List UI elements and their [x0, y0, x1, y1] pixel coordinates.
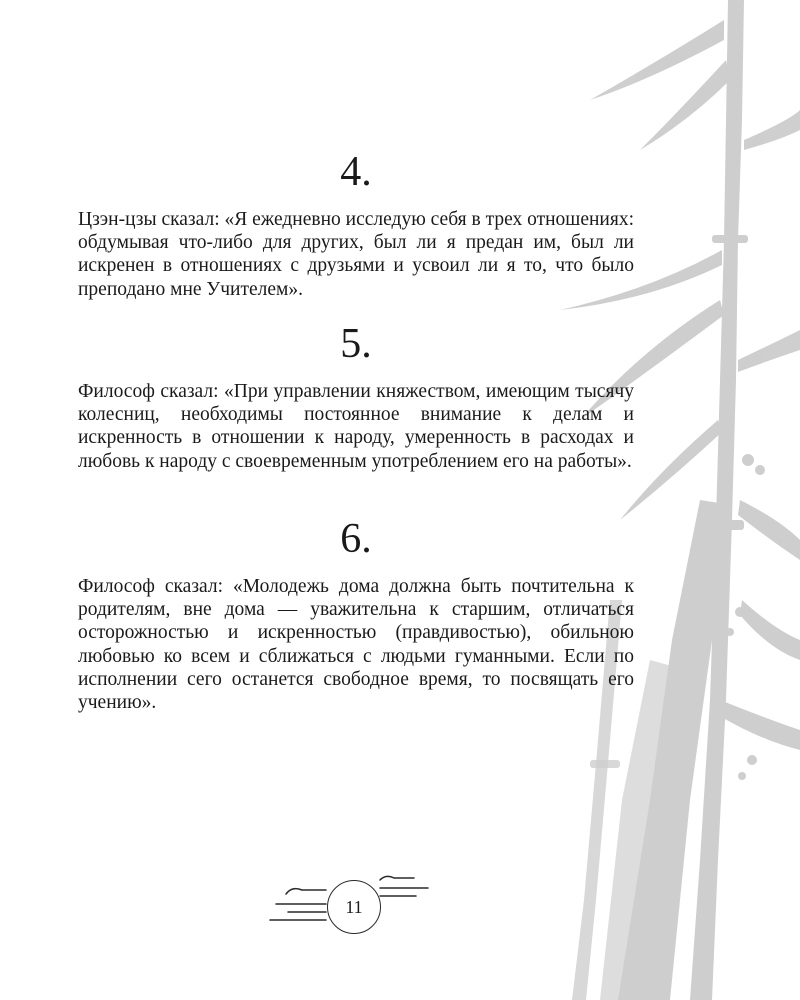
page-number: 11 [345, 897, 363, 917]
page-footer [268, 872, 438, 944]
section-number-6: 6. [340, 516, 372, 562]
section-number-4: 4. [340, 149, 372, 195]
section-text-4: Цзэн-цзы сказал: «Я ежедневно исследую себя в трех отношениях: обдумывая что-либо для других, был ли я предан им, был ли искренен в отношениях с друзьями и усвоил ли я то, что было преподано мне Учителем». [78, 209, 634, 300]
section-number-5: 5. [340, 321, 372, 367]
section-text-5: Философ сказал: «При управлении княжеством, имеющим тысячу колесниц, необходимы постоянное внимание к делам и искренность в отношении к народу, умеренность в расходах и любовь к народу с своевременным употреблением его на работы». [78, 381, 634, 472]
section-text-6: Философ сказал: «Молодежь дома должна быть почтительна к родителям, вне дома — уважительна к старшим, отличаться осторожностью и искренностью (правдивостью), обильною любовью ко всем и сближаться с людьми гуманными. Если по исполнении сего останется свободное время, то посвящать его учению». [78, 576, 634, 714]
